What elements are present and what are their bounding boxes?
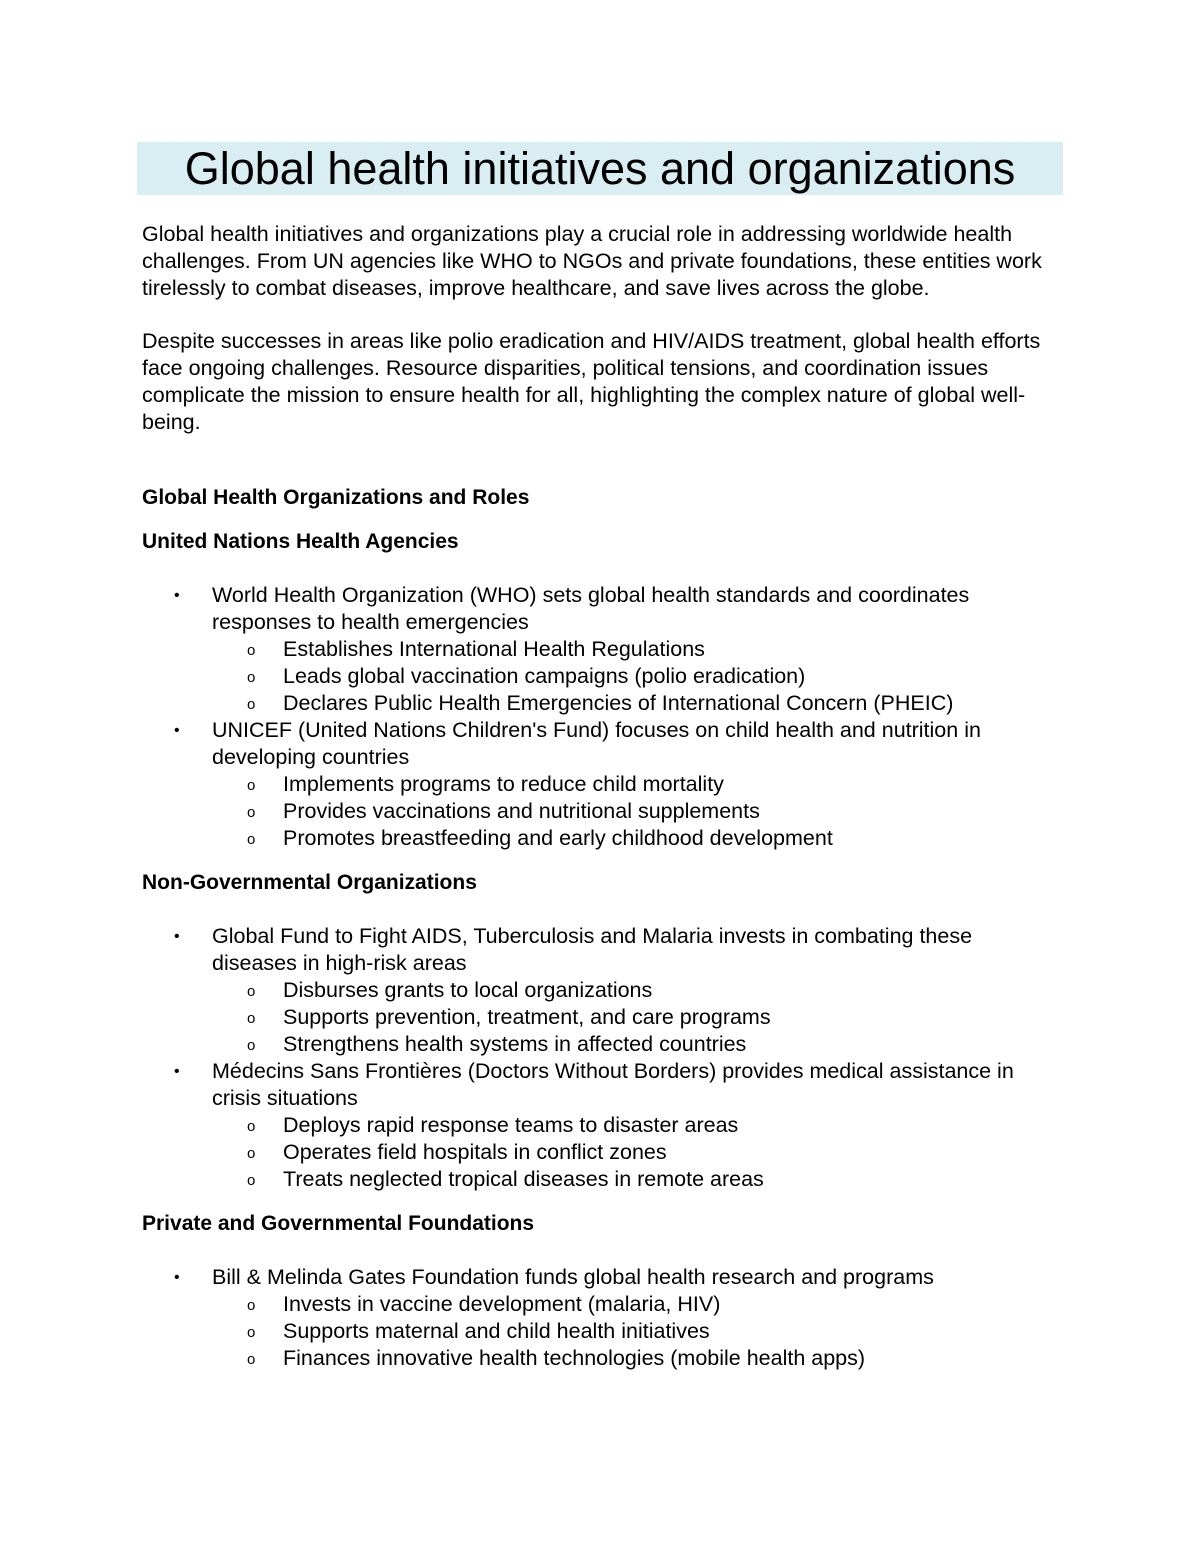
section-heading-ngos: Non-Governmental Organizations	[142, 871, 477, 894]
bullet-list	[142, 1264, 1062, 1372]
sub-list-item	[142, 1139, 1062, 1166]
sub-bullet-icon: o	[247, 804, 256, 821]
sub-bullet-icon: o	[247, 696, 256, 713]
sub-bullet-icon: o	[247, 777, 256, 794]
bullet-icon: •	[174, 587, 180, 604]
list-item	[142, 1264, 1062, 1372]
sub-list-item	[142, 825, 1062, 852]
sub-bullet-icon: o	[247, 669, 256, 686]
list-item	[142, 582, 1062, 717]
sub-list-item	[142, 1004, 1062, 1031]
sub-list-item-text: Supports prevention, treatment, and care programs	[283, 1005, 771, 1029]
sub-list-item-text: Strengthens health systems in affected countries	[283, 1032, 747, 1056]
sub-list-item-text: Invests in vaccine development (malaria, HIV)	[283, 1292, 721, 1316]
sub-bullet-icon: o	[247, 642, 256, 659]
sub-list-item-text: Promotes breastfeeding and early childhood development	[283, 826, 833, 850]
sub-list-item	[142, 1318, 1062, 1345]
sub-list-item-text: Finances innovative health technologies (mobile health apps)	[283, 1346, 866, 1370]
page-title: Global health initiatives and organizations	[137, 142, 1063, 195]
sub-bullet-icon: o	[247, 831, 256, 848]
sub-list-item	[142, 977, 1062, 1004]
list-item	[142, 1058, 1062, 1193]
sub-bullet-icon: o	[247, 983, 256, 1000]
bullet-icon: •	[174, 1063, 180, 1080]
sub-bullet-icon: o	[247, 1324, 256, 1341]
sub-bullet-icon: o	[247, 1172, 256, 1189]
bullet-list	[142, 582, 1062, 852]
sub-list-item-text: Leads global vaccination campaigns (polio eradication)	[283, 664, 806, 688]
sub-bullet-icon: o	[247, 1145, 256, 1162]
sub-list-item-text: Establishes International Health Regulations	[283, 637, 705, 661]
main-heading: Global Health Organizations and Roles	[142, 486, 530, 509]
sub-list-item-text: Deploys rapid response teams to disaster areas	[283, 1113, 739, 1137]
sub-list-item	[142, 663, 1062, 690]
section-heading-foundations: Private and Governmental Foundations	[142, 1212, 535, 1235]
sub-list-item-text: Implements programs to reduce child mortality	[283, 772, 724, 796]
bullet-icon: •	[174, 1269, 180, 1286]
sub-list-item	[142, 771, 1062, 798]
sub-list-item-text: Declares Public Health Emergencies of International Concern (PHEIC)	[283, 691, 954, 715]
bullet-list	[142, 923, 1062, 1193]
sub-list-item	[142, 1291, 1062, 1318]
sub-list-item	[142, 1166, 1062, 1193]
sub-list-item-text: Disburses grants to local organizations	[283, 978, 653, 1002]
sub-list-item	[142, 690, 1062, 717]
sub-list-item-text: Supports maternal and child health initiatives	[283, 1319, 710, 1343]
list-item-text: Bill & Melinda Gates Foundation funds global health research and programs	[212, 1265, 934, 1289]
sub-bullet-icon: o	[247, 1351, 256, 1368]
list-item	[142, 717, 1062, 852]
sub-list-item-text: Treats neglected tropical diseases in remote areas	[283, 1167, 764, 1191]
sub-list-item	[142, 1345, 1062, 1372]
section-heading-un-agencies: United Nations Health Agencies	[142, 530, 459, 553]
bullet-icon: •	[174, 722, 180, 739]
sub-list-item-text: Provides vaccinations and nutritional supplements	[283, 799, 760, 823]
sub-bullet-icon: o	[247, 1037, 256, 1054]
sub-list-item-text: Operates field hospitals in conflict zones	[283, 1140, 667, 1164]
list-item-text: Médecins Sans Frontières (Doctors Without Borders) provides medical assistance in crisis situations	[212, 1059, 1014, 1110]
sub-list-item	[142, 1031, 1062, 1058]
list-item-text: World Health Organization (WHO) sets global health standards and coordinates responses to health emergencies	[212, 583, 970, 634]
list-item-text: UNICEF (United Nations Children's Fund) focuses on child health and nutrition in developing countries	[212, 718, 981, 769]
sub-bullet-icon: o	[247, 1010, 256, 1027]
sub-list-item	[142, 636, 1062, 663]
bullet-icon: •	[174, 928, 180, 945]
sub-list-item	[142, 1112, 1062, 1139]
sub-bullet-icon: o	[247, 1118, 256, 1135]
list-item	[142, 923, 1062, 1058]
sub-list-item	[142, 798, 1062, 825]
list-item-text: Global Fund to Fight AIDS, Tuberculosis and Malaria invests in combating these diseases in high-risk areas	[212, 924, 973, 975]
intro-paragraph-1: Global health initiatives and organizations play a crucial role in addressing worldwide health challenges. From UN agencies like WHO to NGOs and private foundations, these entities work tirelessly to combat diseases, improve healthcare, and save lives across the globe.	[142, 222, 1042, 300]
intro-paragraph-2: Despite successes in areas like polio eradication and HIV/AIDS treatment, global health efforts face ongoing challenges. Resource disparities, political tensions, and coordination issues complicate the mission to ensure health for all, highlighting the complex nature of global well-being.	[142, 329, 1041, 434]
sub-bullet-icon: o	[247, 1297, 256, 1314]
document-page	[142, 142, 1062, 1372]
